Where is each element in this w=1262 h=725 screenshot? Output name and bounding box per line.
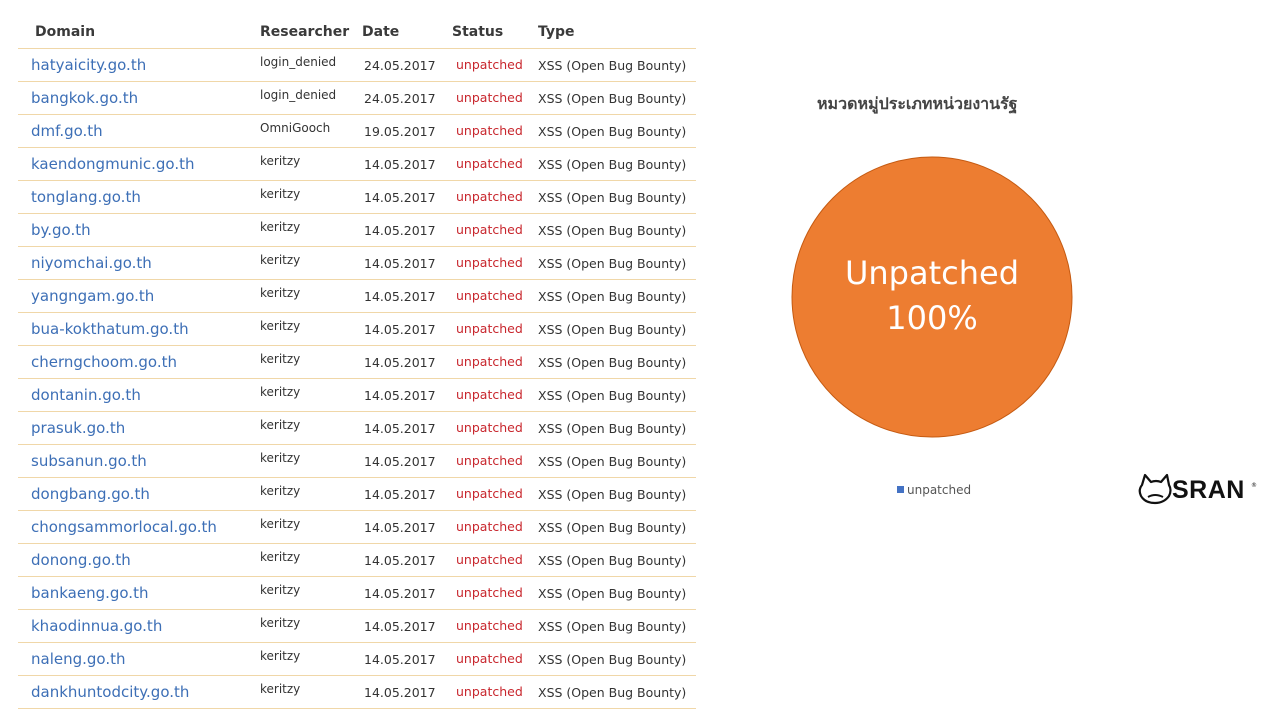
status-text: unpatched [456, 387, 523, 402]
researcher-name: login_denied [260, 55, 337, 69]
status-text: unpatched [456, 222, 523, 237]
domain-link[interactable]: dontanin.go.th [31, 386, 141, 404]
status-text: unpatched [456, 90, 523, 105]
status-text: unpatched [456, 123, 523, 138]
table-row [18, 82, 696, 115]
status-text: unpatched [456, 57, 523, 72]
report-date: 14.05.2017 [364, 256, 436, 271]
report-date: 14.05.2017 [364, 685, 436, 700]
status-text: unpatched [456, 453, 523, 468]
domain-link[interactable]: prasuk.go.th [31, 419, 126, 437]
status-text: unpatched [456, 486, 523, 501]
report-date: 14.05.2017 [364, 487, 436, 502]
vulnerability-type: XSS (Open Bug Bounty) [538, 388, 687, 403]
researcher-name: keritzy [260, 682, 301, 696]
report-date: 24.05.2017 [364, 91, 436, 106]
vulnerability-type: XSS (Open Bug Bounty) [538, 256, 687, 271]
vulnerability-type: XSS (Open Bug Bounty) [538, 685, 687, 700]
status-text: unpatched [456, 255, 523, 270]
researcher-name: keritzy [260, 616, 301, 630]
table-row [18, 412, 696, 445]
legend-swatch [897, 486, 904, 493]
domain-link[interactable]: by.go.th [31, 221, 91, 239]
domain-link[interactable]: bua-kokthatum.go.th [31, 320, 189, 338]
vulnerability-type: XSS (Open Bug Bounty) [538, 652, 687, 667]
table-row [18, 544, 696, 577]
cat-head-icon [1136, 473, 1174, 507]
vulnerability-type: XSS (Open Bug Bounty) [538, 91, 687, 106]
status-text: unpatched [456, 420, 523, 435]
table-row [18, 346, 696, 379]
table-row [18, 478, 696, 511]
researcher-name: keritzy [260, 220, 301, 234]
report-date: 14.05.2017 [364, 619, 436, 634]
domain-link[interactable]: chongsammorlocal.go.th [31, 518, 217, 536]
chart-title: หมวดหมู่ประเภทหน่วยงานรัฐ [817, 94, 1018, 113]
status-text: unpatched [456, 552, 523, 567]
researcher-name: keritzy [260, 385, 301, 399]
table-body [18, 49, 696, 709]
status-text: unpatched [456, 156, 523, 171]
table-row [18, 610, 696, 643]
status-text: unpatched [456, 519, 523, 534]
vulnerability-type: XSS (Open Bug Bounty) [538, 58, 687, 73]
logo-registered-mark: ® [1251, 482, 1257, 489]
domain-link[interactable]: dongbang.go.th [31, 485, 150, 503]
domain-link[interactable]: niyomchai.go.th [31, 254, 152, 272]
report-date: 14.05.2017 [364, 421, 436, 436]
vulnerability-type: XSS (Open Bug Bounty) [538, 454, 687, 469]
vulnerability-type: XSS (Open Bug Bounty) [538, 355, 687, 370]
domain-link[interactable]: bangkok.go.th [31, 89, 139, 107]
logo-text: SRAN [1172, 476, 1245, 504]
domain-link[interactable]: donong.go.th [31, 551, 131, 569]
report-date: 14.05.2017 [364, 355, 436, 370]
domain-link[interactable]: hatyaicity.go.th [31, 56, 147, 74]
header-date: Date [362, 24, 400, 40]
header-domain: Domain [35, 24, 96, 40]
domain-link[interactable]: khaodinnua.go.th [31, 617, 163, 635]
report-date: 14.05.2017 [364, 157, 436, 172]
status-text: unpatched [456, 585, 523, 600]
report-date: 24.05.2017 [364, 58, 436, 73]
report-date: 14.05.2017 [364, 322, 436, 337]
table-header [18, 15, 696, 49]
table-row [18, 445, 696, 478]
researcher-name: keritzy [260, 352, 301, 366]
table-row [18, 511, 696, 544]
vulnerability-type: XSS (Open Bug Bounty) [538, 421, 687, 436]
vulnerability-type: XSS (Open Bug Bounty) [538, 619, 687, 634]
table-row [18, 643, 696, 676]
vulnerability-type: XSS (Open Bug Bounty) [538, 322, 687, 337]
status-text: unpatched [456, 618, 523, 633]
report-date: 14.05.2017 [364, 652, 436, 667]
vulnerability-type: XSS (Open Bug Bounty) [538, 487, 687, 502]
domain-link[interactable]: kaendongmunic.go.th [31, 155, 195, 173]
table-row [18, 379, 696, 412]
researcher-name: keritzy [260, 286, 301, 300]
vulnerability-table [18, 15, 696, 709]
domain-link[interactable]: cherngchoom.go.th [31, 353, 177, 371]
header-status: Status [452, 24, 504, 40]
status-text: unpatched [456, 288, 523, 303]
vulnerability-type: XSS (Open Bug Bounty) [538, 553, 687, 568]
table-row [18, 313, 696, 346]
table-row [18, 577, 696, 610]
status-text: unpatched [456, 189, 523, 204]
domain-link[interactable]: naleng.go.th [31, 650, 126, 668]
header-type: Type [538, 24, 575, 40]
table-row [18, 181, 696, 214]
vulnerability-type: XSS (Open Bug Bounty) [538, 190, 687, 205]
vulnerability-type: XSS (Open Bug Bounty) [538, 586, 687, 601]
status-text: unpatched [456, 321, 523, 336]
domain-link[interactable]: bankaeng.go.th [31, 584, 149, 602]
researcher-name: keritzy [260, 319, 301, 333]
table-row [18, 247, 696, 280]
researcher-name: keritzy [260, 187, 301, 201]
researcher-name: OmniGooch [260, 121, 331, 135]
researcher-name: login_denied [260, 88, 337, 102]
vulnerability-type: XSS (Open Bug Bounty) [538, 124, 687, 139]
report-date: 14.05.2017 [364, 388, 436, 403]
pie-data-label: Unpatched [844, 254, 1020, 292]
legend-label: unpatched [907, 483, 972, 497]
vulnerability-type: XSS (Open Bug Bounty) [538, 157, 687, 172]
pie-chart [770, 140, 1100, 460]
table-row [18, 115, 696, 148]
researcher-name: keritzy [260, 517, 301, 531]
status-text: unpatched [456, 651, 523, 666]
report-date: 14.05.2017 [364, 454, 436, 469]
pie-data-label: 100% [886, 299, 978, 337]
sran-logo [1136, 473, 1257, 511]
table-row [18, 280, 696, 313]
header-researcher: Researcher [260, 24, 350, 40]
vulnerability-type: XSS (Open Bug Bounty) [538, 520, 687, 535]
researcher-name: keritzy [260, 253, 301, 267]
researcher-name: keritzy [260, 550, 301, 564]
domain-link[interactable]: subsanun.go.th [31, 452, 147, 470]
report-date: 14.05.2017 [364, 289, 436, 304]
domain-link[interactable]: dmf.go.th [31, 122, 103, 140]
vulnerability-type: XSS (Open Bug Bounty) [538, 289, 687, 304]
table-row [18, 214, 696, 247]
report-date: 14.05.2017 [364, 190, 436, 205]
chart-legend [897, 483, 971, 497]
domain-link[interactable]: dankhuntodcity.go.th [31, 683, 190, 701]
report-date: 14.05.2017 [364, 223, 436, 238]
status-text: unpatched [456, 684, 523, 699]
researcher-name: keritzy [260, 451, 301, 465]
domain-link[interactable]: tonglang.go.th [31, 188, 141, 206]
pie-slice-unpatched [792, 157, 1072, 437]
report-date: 14.05.2017 [364, 553, 436, 568]
report-date: 19.05.2017 [364, 124, 436, 139]
report-date: 14.05.2017 [364, 586, 436, 601]
researcher-name: keritzy [260, 583, 301, 597]
researcher-name: keritzy [260, 154, 301, 168]
report-date: 14.05.2017 [364, 520, 436, 535]
domain-link[interactable]: yangngam.go.th [31, 287, 155, 305]
vulnerability-type: XSS (Open Bug Bounty) [538, 223, 687, 238]
table-row [18, 676, 696, 709]
researcher-name: keritzy [260, 418, 301, 432]
researcher-name: keritzy [260, 484, 301, 498]
status-text: unpatched [456, 354, 523, 369]
table-row [18, 148, 696, 181]
table-row [18, 49, 696, 82]
researcher-name: keritzy [260, 649, 301, 663]
